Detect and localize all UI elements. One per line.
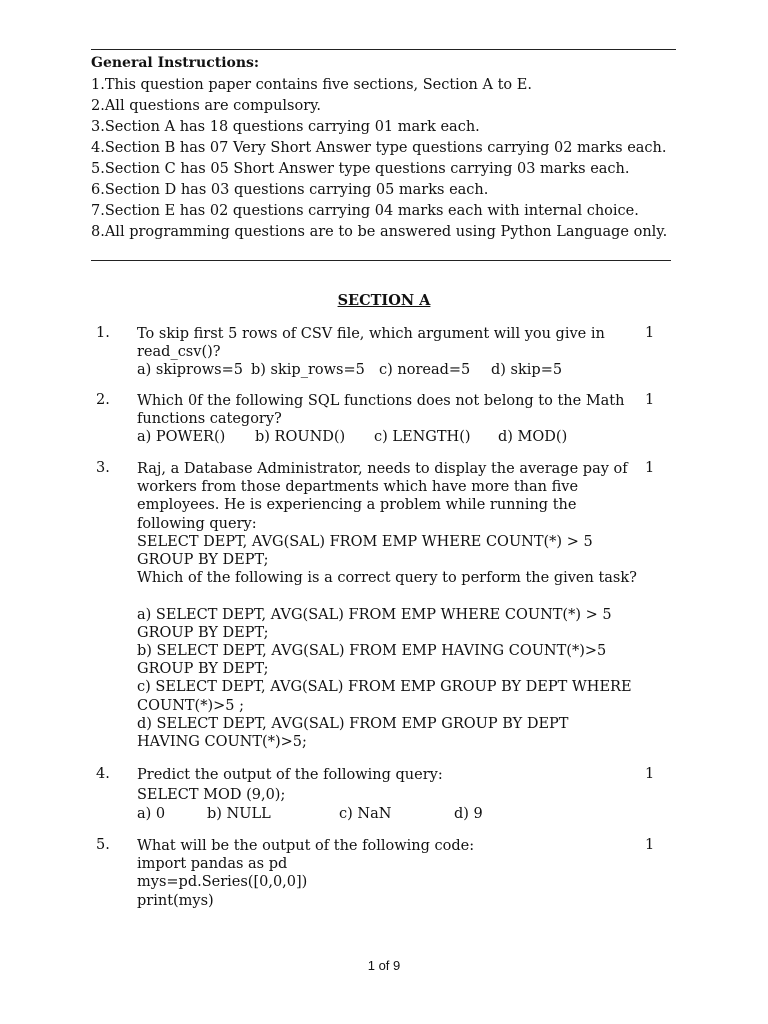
instruction-line: 5.Section C has 05 Short Answer type questions carrying 03 marks each. — [91, 161, 630, 177]
code-line: import pandas as pd — [137, 856, 288, 873]
option-d: d) MOD() — [498, 429, 568, 446]
instruction-line: 2.All questions are compulsory. — [91, 98, 322, 114]
question-text-line: employees. He is experiencing a problem while running the — [137, 497, 577, 514]
question-text-line: following query: — [137, 515, 257, 532]
question-text-line: GROUP BY DEPT; — [137, 552, 269, 569]
instruction-line: 3.Section A has 18 questions carrying 01 mark each. — [91, 119, 480, 135]
question-text-line: Predict the output of the following query: — [137, 767, 443, 783]
option-a: a) SELECT DEPT, AVG(SAL) FROM EMP WHERE COUNT(*) > 5 — [137, 606, 612, 623]
blank-line — [137, 587, 632, 605]
question-body — [137, 325, 632, 380]
option-d: d) SELECT DEPT, AVG(SAL) FROM EMP GROUP BY DEPT — [137, 715, 569, 732]
options-row — [137, 361, 632, 379]
question-text-line: What will be the output of the following code: — [137, 838, 475, 854]
section-a-title: SECTION A — [337, 292, 431, 309]
question-marks: 1 — [645, 325, 655, 341]
option-a: a) POWER() — [137, 429, 226, 446]
question-body — [137, 766, 632, 825]
question-body — [137, 392, 632, 447]
question-marks: 1 — [645, 460, 655, 476]
option-b: b) SELECT DEPT, AVG(SAL) FROM EMP HAVING COUNT(*)>5 — [137, 643, 607, 660]
question-text-line: Raj, a Database Administrator, needs to display the average pay of — [137, 461, 628, 477]
option-d: d) skip=5 — [491, 362, 563, 379]
instructions-title: General Instructions: — [91, 55, 260, 71]
question-number: 5. — [96, 837, 110, 853]
question-marks: 1 — [645, 837, 655, 853]
option-b: b) skip_rows=5 — [251, 362, 365, 379]
options-row — [137, 428, 632, 446]
question-number: 1. — [96, 325, 110, 341]
question-number: 4. — [96, 766, 110, 782]
option-c: c) noread=5 — [379, 362, 471, 379]
question-text-line: SELECT DEPT, AVG(SAL) FROM EMP WHERE COUNT(*) > 5 — [137, 533, 593, 550]
option-a-continued: GROUP BY DEPT; — [137, 624, 269, 641]
option-c-continued: COUNT(*)>5 ; — [137, 697, 244, 714]
page-number: 1 of 9 — [367, 958, 401, 973]
instruction-line: 8.All programming questions are to be answered using Python Language only. — [91, 224, 668, 240]
instruction-line: 1.This question paper contains five sections, Section A to E. — [91, 77, 532, 93]
question-marks: 1 — [645, 392, 655, 408]
option-c: c) NaN — [339, 806, 392, 822]
option-c: c) SELECT DEPT, AVG(SAL) FROM EMP GROUP BY DEPT WHERE — [137, 679, 632, 696]
question-text-line: read_csv()? — [137, 344, 221, 361]
option-a: a) skiprows=5 — [137, 362, 243, 379]
question-text-line: SELECT MOD (9,0); — [137, 786, 286, 803]
question-body — [137, 460, 637, 751]
code-line: print(mys) — [137, 892, 214, 909]
question-number: 2. — [96, 392, 110, 408]
question-text-line: functions category? — [137, 411, 282, 428]
code-line: mys=pd.Series([0,0,0]) — [137, 874, 308, 891]
option-d-continued: HAVING COUNT(*)>5; — [137, 734, 307, 751]
question-number: 3. — [96, 460, 110, 476]
option-b: b) NULL — [207, 806, 271, 822]
question-text-line: workers from those departments which have more than five — [137, 479, 579, 496]
question-marks: 1 — [645, 766, 655, 782]
bottom-rule — [91, 260, 671, 261]
top-rule — [91, 49, 676, 50]
option-b-continued: GROUP BY DEPT; — [137, 661, 269, 678]
question-text-line: To skip first 5 rows of CSV file, which argument will you give in — [137, 326, 605, 342]
option-a: a) 0 — [137, 806, 166, 822]
option-b: b) ROUND() — [255, 429, 346, 446]
option-c: c) LENGTH() — [374, 429, 471, 446]
question-body — [137, 837, 632, 910]
options-row — [137, 805, 632, 825]
question-text-line: Which 0f the following SQL functions does not belong to the Math — [137, 393, 625, 409]
instruction-line: 4.Section B has 07 Very Short Answer type questions carrying 02 marks each. — [91, 140, 667, 156]
instruction-line: 6.Section D has 03 questions carrying 05 marks each. — [91, 182, 489, 198]
instruction-line: 7.Section E has 02 questions carrying 04 marks each with internal choice. — [91, 203, 639, 219]
question-text-line: Which of the following is a correct query to perform the given task? — [137, 570, 637, 587]
option-d: d) 9 — [454, 806, 483, 822]
